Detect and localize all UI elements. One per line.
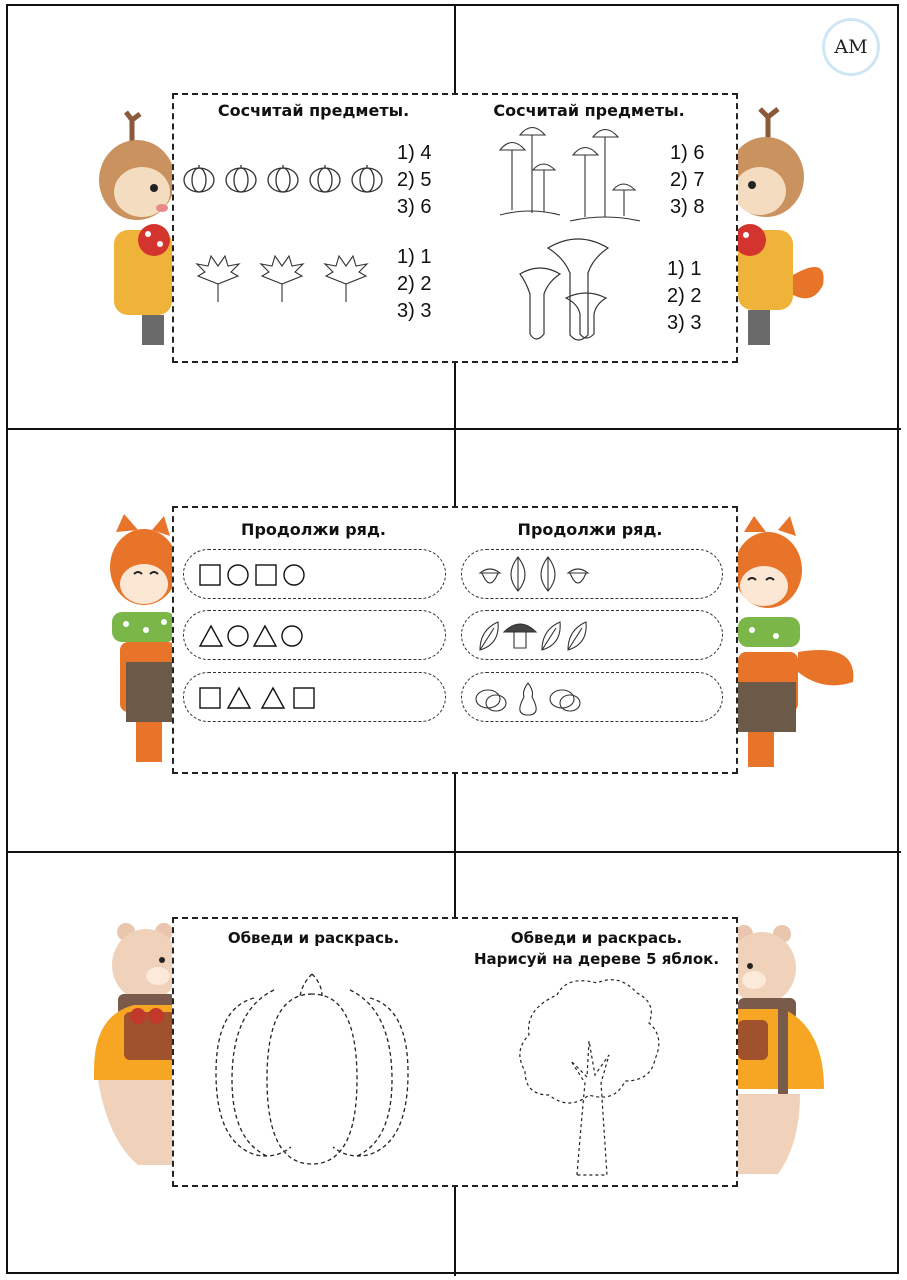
horizontal-cut-line-2 xyxy=(6,851,901,853)
deer-character-right xyxy=(738,105,833,350)
bear-character-left xyxy=(84,920,176,1170)
trace-right-title-line1: Обведи и раскрась. xyxy=(510,929,683,947)
pumpkin-tracing-outline[interactable] xyxy=(214,968,410,1166)
option[interactable]: 3) 6 xyxy=(397,196,432,218)
object-sequence xyxy=(476,555,606,595)
option[interactable]: 2) 5 xyxy=(397,169,432,191)
tree-tracing-outline[interactable] xyxy=(527,975,662,1183)
acorn-icon xyxy=(480,569,500,583)
chanterelle-icon xyxy=(520,268,560,339)
trace-left-title: Обведи и раскрась. xyxy=(227,929,400,947)
option[interactable]: 3) 8 xyxy=(670,196,705,218)
circle-icon xyxy=(282,626,302,646)
squash-icon xyxy=(520,683,536,715)
circle-icon xyxy=(228,626,248,646)
mushroom-icon xyxy=(593,130,618,218)
maple-leaf-icon xyxy=(197,256,239,302)
leaf-icon xyxy=(568,622,586,650)
pattern-row-nuts-squash[interactable] xyxy=(461,672,723,722)
mushroom-icon xyxy=(573,148,598,218)
option[interactable]: 1) 1 xyxy=(667,258,702,280)
leaf-icon xyxy=(480,622,498,650)
pattern-row-triangles-circles[interactable] xyxy=(183,610,446,660)
mushroom-icon xyxy=(504,624,536,648)
pumpkin-icon xyxy=(352,165,382,192)
mushroom-icon xyxy=(500,143,525,211)
chanterelle-cluster xyxy=(518,236,618,351)
pumpkin-row xyxy=(183,165,388,195)
count-left-title: Сосчитай предметы. xyxy=(217,101,410,120)
mushroom-cluster xyxy=(495,125,645,230)
mushroom-icon xyxy=(613,184,635,216)
pumpkin-icon xyxy=(268,165,298,192)
hazelnut-icon xyxy=(550,690,580,711)
shape-sequence xyxy=(198,563,328,587)
square-icon xyxy=(200,688,220,708)
triangle-icon xyxy=(228,688,250,708)
count-right-q1-options xyxy=(670,140,704,221)
bear-character-right xyxy=(738,924,830,1179)
triangle-icon xyxy=(200,626,222,646)
brand-logo xyxy=(822,18,880,76)
pattern-right-title: Продолжи ряд. xyxy=(517,520,663,539)
square-icon xyxy=(256,565,276,585)
option[interactable]: 3) 3 xyxy=(397,300,432,322)
acorn-icon xyxy=(568,569,588,583)
hazelnut-icon xyxy=(476,690,506,711)
pumpkin-icon xyxy=(310,165,340,192)
chanterelle-icon xyxy=(566,293,606,338)
fox-character-left xyxy=(106,512,178,767)
leaf-icon xyxy=(542,622,560,650)
pumpkin-icon xyxy=(184,165,214,192)
pattern-row-squares-circles[interactable] xyxy=(183,549,446,599)
oak-leaf-icon xyxy=(511,557,525,591)
count-card xyxy=(172,93,738,363)
maple-leaf-icon xyxy=(261,256,303,302)
oak-leaf-icon xyxy=(541,557,555,591)
logo-text: AM xyxy=(834,36,868,58)
option[interactable]: 2) 2 xyxy=(397,273,432,295)
deer-character-left xyxy=(92,110,177,350)
option[interactable]: 1) 1 xyxy=(397,246,432,268)
option[interactable]: 1) 6 xyxy=(670,142,705,164)
maple-leaf-icon xyxy=(325,256,367,302)
shape-sequence xyxy=(198,624,328,648)
fox-character-right xyxy=(738,512,858,770)
pattern-row-acorns-leaves[interactable] xyxy=(461,549,723,599)
option[interactable]: 1) 4 xyxy=(397,142,432,164)
horizontal-cut-line-1 xyxy=(6,428,901,430)
chanterelle-icon xyxy=(548,239,608,340)
triangle-icon xyxy=(262,688,284,708)
triangle-icon xyxy=(254,626,276,646)
maple-leaf-row xyxy=(193,254,373,309)
count-left-q2-options xyxy=(397,244,431,325)
option[interactable]: 3) 3 xyxy=(667,312,702,334)
square-icon xyxy=(200,565,220,585)
object-sequence xyxy=(474,679,604,717)
mushroom-icon xyxy=(533,164,555,212)
option[interactable]: 2) 7 xyxy=(670,169,705,191)
option[interactable]: 2) 2 xyxy=(667,285,702,307)
count-left-q1-options xyxy=(397,140,431,221)
circle-icon xyxy=(228,565,248,585)
object-sequence xyxy=(476,618,606,654)
pattern-row-leaves-mushroom[interactable] xyxy=(461,610,723,660)
trace-right-title-line2: Нарисуй на дереве 5 яблок. xyxy=(473,950,720,968)
pattern-left-title: Продолжи ряд. xyxy=(241,520,386,539)
square-icon xyxy=(294,688,314,708)
count-right-title: Сосчитай предметы. xyxy=(493,101,685,120)
shape-sequence xyxy=(198,686,328,710)
pattern-row-squares-triangles[interactable] xyxy=(183,672,446,722)
pumpkin-icon xyxy=(226,165,256,192)
count-right-q2-options xyxy=(667,256,701,337)
circle-icon xyxy=(284,565,304,585)
